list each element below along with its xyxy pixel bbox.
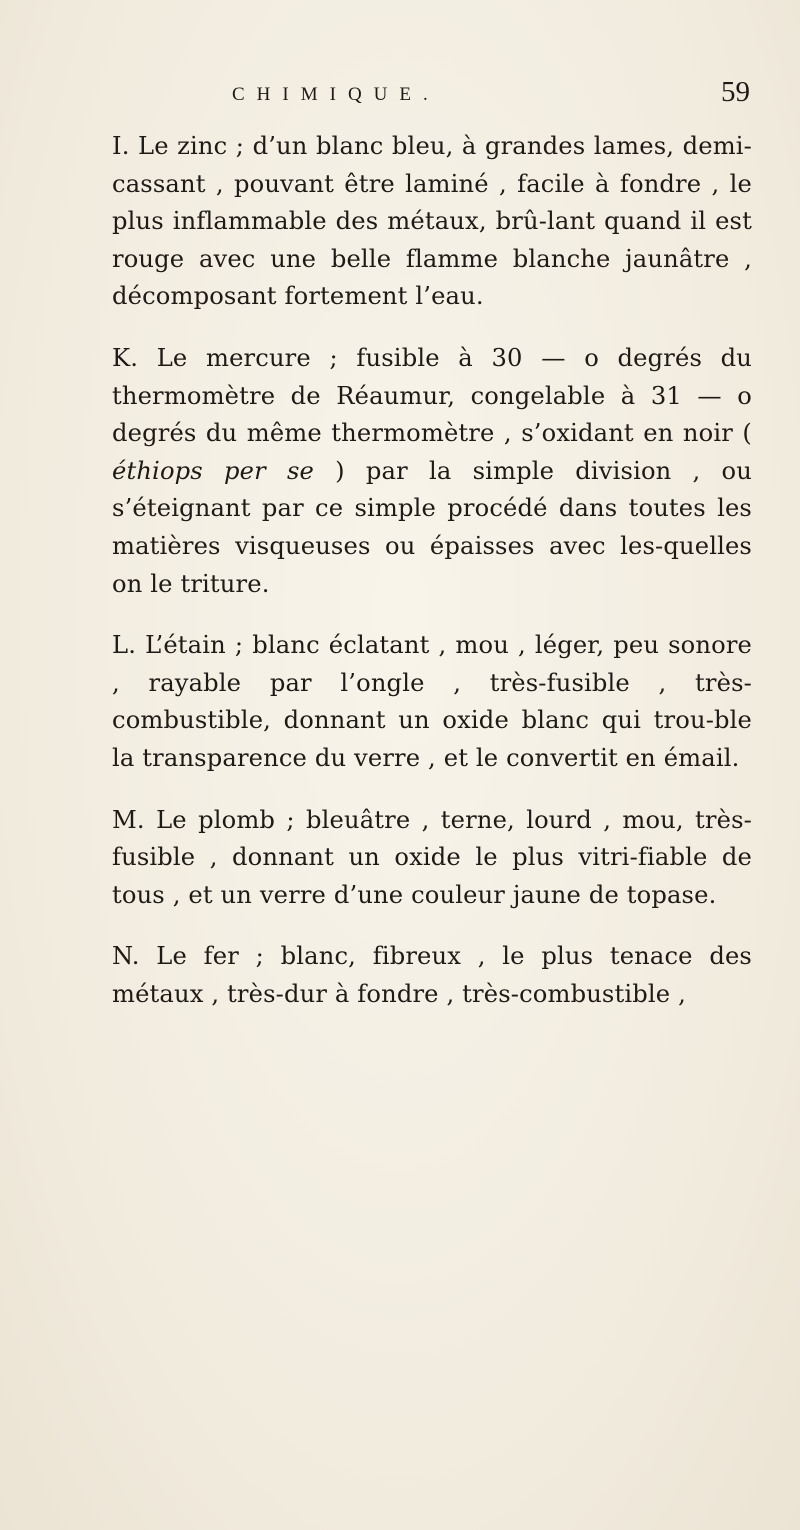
page-number: 59	[721, 76, 750, 108]
paragraph-mercure-part-2: ) par la simple division , ou s’éteignant par ce simple procédé dans toutes les matières visqueuses ou épaisses avec les-quelles on le triture.	[112, 456, 752, 598]
paragraph-mercure-part-1: K. Le mercure ; fusible à 30 — o degrés du thermomètre de Réaumur, congelable à 31 — o degrés du même thermomètre , s’oxidant en noir (	[112, 343, 752, 448]
paragraph-plomb: M. Le plomb ; bleuâtre , terne, lourd , mou, très-fusible , donnant un oxide le plus vitri-fiable de tous , et un verre d’une couleur jaune de topase.	[112, 805, 752, 909]
paragraph-mercure-italic: éthiops per se	[112, 456, 315, 485]
running-head	[120, 76, 750, 116]
paragraph-mercure	[112, 340, 752, 603]
paragraph-etain: L. L’étain ; blanc éclatant , mou , léger, peu sonore , rayable par l’ongle , très-fusible , très-combustible, donnant un oxide blanc qui trou-ble la transparence du verre , et le convertit en émail.	[112, 631, 752, 772]
running-title: CHIMIQUE.	[232, 84, 440, 105]
paragraph-fer: N. Le fer ; blanc, fibreux , le plus tenace des métaux , très-dur à fondre , très-combustible ,	[112, 942, 752, 1008]
paragraph-zinc: I. Le zinc ; d’un blanc bleu, à grandes lames, demi-cassant , pouvant être laminé , facile à fondre , le plus inflammable des métaux, brû-lant quand il est rouge avec une belle flamme blanche jaunâtre , décomposant fortement l’eau.	[112, 132, 752, 311]
body-text	[112, 128, 752, 1013]
